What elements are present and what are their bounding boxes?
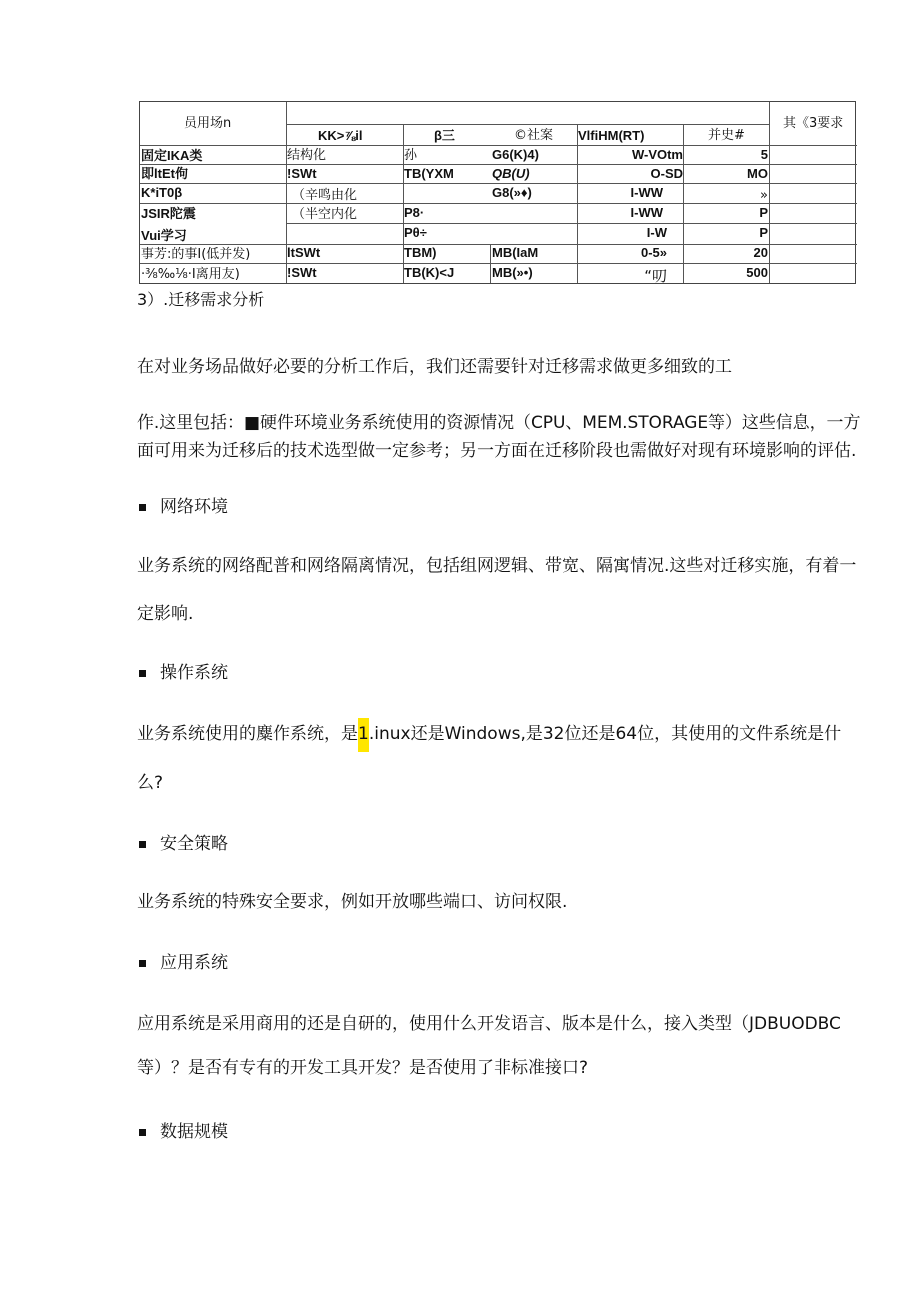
table-cell: ·⅜‰⅛·I离用友)	[141, 267, 240, 282]
table-cell: Vui学习	[141, 228, 187, 243]
heading-network: 网络环境	[160, 497, 228, 517]
bullet-icon	[139, 504, 146, 511]
table-cell: P	[759, 225, 768, 240]
table-row-divider	[140, 145, 857, 146]
table-row-divider	[140, 263, 857, 264]
table-subheader: KK>⅞il	[318, 128, 363, 143]
heading-security: 安全策略	[160, 834, 228, 854]
table-cell: G6(K)4)	[492, 147, 539, 162]
table-row-divider	[140, 183, 857, 184]
paragraph-line: 面可用来为迁移后的技术选型做一定参考；另一方面在迁移阶段也需做好对现有环境影响的评估.	[137, 441, 857, 461]
table-cell: W-VOtm	[631, 147, 683, 162]
table-cell: !SWt	[287, 166, 317, 181]
section-title: 3）.迁移需求分析	[137, 290, 265, 309]
table-cell: JSIR陀震	[141, 206, 196, 221]
table-col-divider	[769, 102, 770, 283]
table-subheader: ©社案	[514, 128, 554, 143]
table-cell: O-SD	[650, 166, 683, 181]
table-cell: MO	[747, 166, 768, 181]
table-row-divider	[140, 164, 857, 165]
text-run: .inux还是Windows,是32位还是64位，其使用的文件系统是什	[368, 724, 842, 744]
table-cell: I-WW	[630, 205, 663, 220]
table-cell: MB(»•)	[492, 265, 533, 280]
table-cell: （半空内化	[292, 207, 358, 222]
paragraph-line: 等）？是否有专有的开发工具开发？是否使用了非标准接口?	[137, 1058, 589, 1078]
table-cell: 5	[760, 147, 768, 162]
table-cell: »	[760, 188, 768, 203]
table-cell: P8·	[404, 205, 425, 220]
table-cell: 500	[746, 265, 768, 280]
table-cell: K*iT0β	[141, 185, 183, 200]
paragraph-line: 业务系统的网络配普和网络隔离情况，包括组网逻辑、带宽、隔寓情况.这些对迁移实施，有着一	[137, 556, 857, 576]
table-cell: ltSWt	[287, 245, 321, 260]
table-subheader: VlfiHM(RT)	[578, 128, 645, 143]
table-cell: MB(IaM	[492, 245, 539, 260]
paragraph-line: 么?	[137, 773, 164, 793]
bullet-icon	[139, 960, 146, 967]
bullet-icon	[139, 670, 146, 677]
paragraph-line: 应用系统是采用商用的还是自研的，使用什么开发语言、版本是什么，接入类型（JDBUODBC	[137, 1014, 841, 1034]
table-cell: QB(U)	[492, 166, 530, 181]
table-cell: “叨	[644, 267, 667, 285]
table-header-scenario: 员用场n	[184, 116, 232, 131]
heading-app: 应用系统	[160, 953, 228, 973]
table-subheader: 并史#	[708, 128, 745, 143]
heading-data: 数据规模	[160, 1122, 228, 1142]
table-subheader: β三	[434, 128, 455, 143]
table-row-divider	[286, 124, 769, 125]
table-cell: 20	[753, 245, 768, 260]
table-cell: Pθ÷	[404, 225, 427, 240]
table-cell: TBM)	[404, 245, 437, 260]
table-cell: TB(YXM	[404, 166, 454, 181]
table-cell: 事芳:的事I(低并发)	[141, 247, 251, 262]
table-cell: G8(»♦)	[492, 185, 532, 200]
table-cell: 结构化	[287, 148, 327, 163]
table-cell: I-W	[646, 225, 667, 240]
paragraph-line: 定影响.	[137, 604, 194, 624]
table-cell: 孙	[404, 148, 418, 163]
paragraph-line: 作.这里包括：■硬件环境业务系统使用的资源情况（CPU、MEM.STORAGE等）这些信息，一方	[137, 413, 861, 433]
highlighted-text: 1	[358, 718, 369, 752]
requirements-table	[139, 101, 856, 284]
paragraph-line: 在对业务场品做好必要的分析工作后，我们还需要针对迁移需求做更多细致的工	[137, 357, 732, 377]
table-cell: I-WW	[630, 185, 663, 200]
bullet-icon	[139, 1129, 146, 1136]
table-row-divider	[286, 223, 857, 224]
table-cell: 0-5»	[640, 245, 667, 260]
table-header-other: 其《3要求	[783, 116, 844, 131]
table-cell: P	[759, 205, 768, 220]
paragraph-line: 业务系统的特殊安全要求，例如开放哪些端口、访问权限.	[137, 892, 568, 912]
heading-os: 操作系统	[160, 663, 228, 683]
table-cell: （辛鸣由化	[292, 188, 358, 203]
table-cell: 即ltEt佝	[141, 166, 188, 181]
table-cell: 固定IKA类	[141, 148, 203, 163]
bullet-icon	[139, 841, 146, 848]
text-run: 业务系统使用的麋作系统，是	[137, 724, 358, 744]
paragraph-line	[137, 723, 841, 745]
table-cell: !SWt	[287, 265, 317, 280]
table-cell: TB(K)<J	[404, 265, 455, 280]
